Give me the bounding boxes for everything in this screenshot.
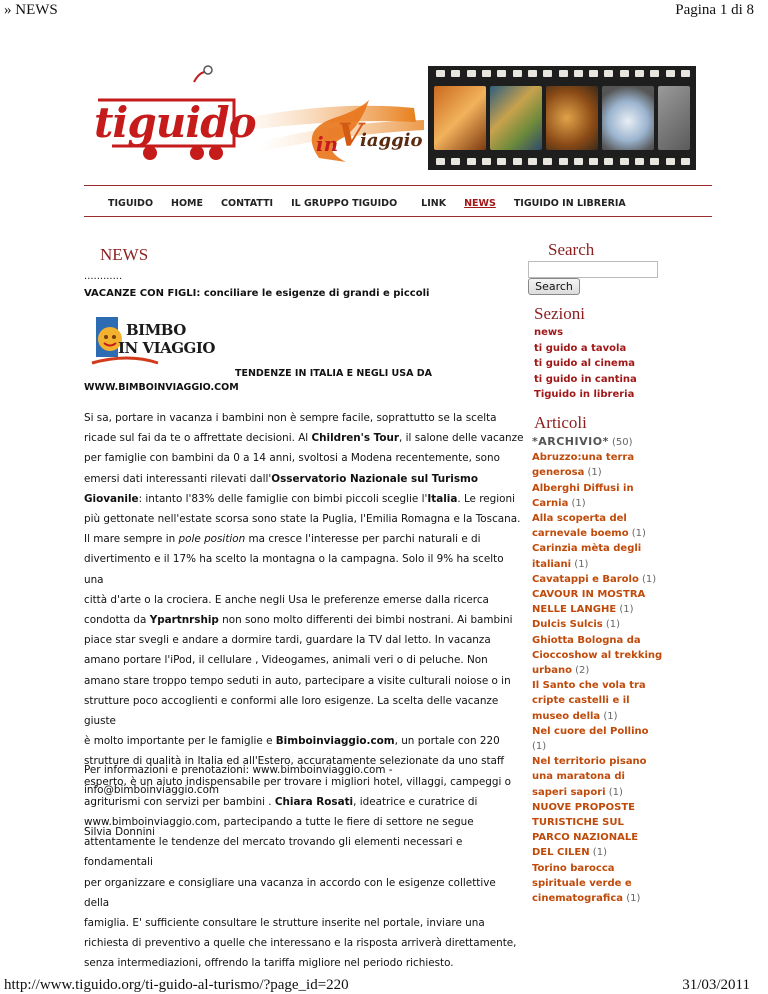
text-line: emersi dati interessanti rilevati dall'Osservatorio Nazionale sul Turismo bbox=[84, 472, 478, 485]
article-headline: VACANZE CON FIGLI: conciliare le esigenze di grandi e piccoli bbox=[84, 288, 430, 299]
article-link[interactable]: Cavatappi e Barolo (1) bbox=[532, 573, 657, 585]
text-line: attentamente le tendenze del mercato trovando gli elementi necessari e fondamentali bbox=[84, 836, 463, 869]
articles-list bbox=[532, 434, 712, 906]
bimbo-in-viaggio-logo bbox=[88, 313, 228, 369]
nav-item-news[interactable]: NEWS bbox=[464, 198, 496, 209]
text-line: più gettonate nell'estate scorsa sono state la Puglia, l'Emilia Romagna e la Toscana. bbox=[84, 513, 521, 526]
text-line: per organizzare e consigliare una vacanza in accordo con le esigenze collettive della bbox=[84, 876, 496, 909]
text-line: Il mare sempre in pole position ma cresce l'interesse per parchi naturali e di bbox=[84, 533, 481, 546]
article-subhead-url[interactable]: WWW.BIMBOINVIAGGIO.COM bbox=[84, 382, 239, 393]
nav-item-tiguido[interactable]: TIGUIDO bbox=[108, 198, 154, 209]
text-line: amano portare l'iPod, il cellulare , Videogames, animali veri o di peluche. Non bbox=[84, 654, 488, 667]
brand-sub-rest: iaggio bbox=[360, 130, 423, 151]
article-link[interactable]: Carinzia mèta degli italiani (1) bbox=[532, 543, 642, 570]
page-title: NEWS bbox=[100, 245, 149, 264]
text-line: richiesta di preventivo a quelle che interessano e la risposta arriverà direttamente, bbox=[84, 937, 517, 950]
print-header-title: » NEWS bbox=[4, 2, 58, 18]
nav-item-contatti[interactable]: CONTATTI bbox=[221, 198, 274, 209]
text-line: condotta da Ypartnrship non sono molto differenti dei bimbi nostrani. Ai bambini bbox=[84, 614, 513, 627]
brand-wordmark: tiguido bbox=[94, 98, 256, 147]
text-line: strutture di qualità in Italia ed all'Estero, accuratamente selezionate da uno staff bbox=[84, 755, 505, 768]
text-line: info@bimboinviaggio.com bbox=[84, 784, 220, 797]
section-link-news[interactable]: news bbox=[534, 327, 564, 338]
article-link[interactable]: Ghiotta Bologna da Cioccoshow al trekking urbano (2) bbox=[532, 634, 663, 677]
nav-item-gruppo[interactable]: IL GRUPPO TIGUIDO bbox=[291, 198, 398, 209]
section-link-libreria[interactable]: Tiguido in libreria bbox=[534, 389, 635, 400]
text-line: strutture poco accoglienti e conformi alle loro esigenze. La scelta delle vacanze giuste bbox=[84, 694, 499, 728]
search-title: Search bbox=[548, 240, 595, 259]
bimbo-logo-line1: BIMBO bbox=[126, 321, 186, 339]
filmstrip-image bbox=[428, 66, 696, 170]
nav-top-rule bbox=[84, 185, 712, 186]
search-button[interactable]: Search bbox=[528, 278, 580, 295]
print-footer-date: 31/03/2011 bbox=[682, 977, 750, 993]
nav-item-libreria[interactable]: TIGUIDO IN LIBRERIA bbox=[513, 198, 626, 209]
article-info bbox=[84, 760, 524, 800]
text-line: senza intermediazioni, offrendo la tariffa migliore nel periodo richiesto. bbox=[84, 957, 454, 970]
text-line: Per informazioni e prenotazioni: www.bimboinviaggio.com - bbox=[84, 764, 393, 776]
nav-item-link[interactable]: LINK bbox=[421, 198, 447, 209]
article-subhead: TENDENZE IN ITALIA E NEGLI USA DA bbox=[235, 368, 432, 379]
sections-list bbox=[534, 325, 637, 403]
brand-sub-v: V bbox=[338, 116, 363, 154]
nav-bottom-rule bbox=[84, 216, 712, 217]
text-line: divertimento e il 17% ha scelto la montagna o la campagna. Solo il 9% ha scelto una bbox=[84, 553, 504, 586]
text-line: www.bimboinviaggio.com, partecipando a tutte le fiere di settore ne segue bbox=[84, 816, 474, 829]
text-line: è molto importante per le famiglie e Bimboinviaggio.com, un portale con 220 bbox=[84, 735, 500, 748]
text-line: amano stare troppo tempo seduti in auto, partecipare a visite culturali noiose o in bbox=[84, 674, 511, 687]
article-author: Silvia Donnini bbox=[84, 826, 155, 838]
text-line: Si sa, portare in vacanza i bambini non è sempre facile, soprattutto se la scelta bbox=[84, 412, 497, 424]
article-link[interactable]: *ARCHIVIO* (50) bbox=[532, 435, 633, 448]
print-footer-url: http://www.tiguido.org/ti-guido-al-turismo/?page_id=220 bbox=[4, 977, 349, 993]
article-link[interactable]: Abruzzo:una terra generosa (1) bbox=[532, 452, 635, 479]
section-link-cinema[interactable]: ti guido al cinema bbox=[534, 358, 635, 369]
main-nav bbox=[84, 198, 712, 209]
bimbo-logo-line2: IN VIAGGIO bbox=[118, 339, 215, 357]
text-line: agriturismi con servizi per bambini . Chiara Rosati, ideatrice e curatrice di bbox=[84, 795, 478, 808]
article-link[interactable]: Il Santo che vola tra cripte castelli e il museo della (1) bbox=[532, 680, 646, 722]
article-link[interactable]: Nel cuore del Pollino (1) bbox=[532, 725, 649, 753]
text-line: famiglia. E' sufficiente consultare le strutture inserite nel portale, inviare una bbox=[84, 917, 485, 930]
article-link[interactable]: Alla scoperta del carnevale boemo (1) bbox=[532, 513, 646, 540]
search-input[interactable] bbox=[528, 261, 658, 278]
section-link-cantina[interactable]: ti guido in cantina bbox=[534, 373, 637, 385]
article-link[interactable]: Nel territorio pisano una maratona di saperi sapori (1) bbox=[532, 756, 647, 798]
dots-separator: ............ bbox=[84, 271, 123, 282]
text-line: per famiglie con bambini da 0 a 14 anni, svoltosi a Modena recentemente, sono bbox=[84, 452, 500, 465]
article-body bbox=[84, 408, 524, 974]
article-link[interactable]: Torino barocca spirituale verde e cinematografica (1) bbox=[532, 862, 641, 905]
text-line: città d'arte o la crociera. E anche negli Usa le preferenze emerse dalla ricerca bbox=[84, 593, 489, 606]
article-link[interactable]: NUOVE PROPOSTE TURISTICHE SUL PARCO NAZIONALE DEL CILEN (1) bbox=[532, 801, 639, 859]
article-link[interactable]: CAVOUR IN MOSTRA NELLE LANGHE (1) bbox=[532, 589, 646, 616]
nav-item-home[interactable]: HOME bbox=[171, 198, 204, 209]
articles-title: Articoli bbox=[534, 413, 587, 432]
text-line: ricade sul fai da te o affrettate decisioni. Al Children's Tour, il salone delle vacanze bbox=[84, 432, 524, 445]
text-line: piace star svegli e andare a dormire tardi, guardare la TV dal letto. In vacanza bbox=[84, 634, 491, 647]
sections-title: Sezioni bbox=[534, 304, 585, 323]
section-link-tavola[interactable]: ti guido a tavola bbox=[534, 342, 627, 354]
article-link[interactable]: Dulcis Sulcis (1) bbox=[532, 619, 621, 631]
print-page-number: Pagina 1 di 8 bbox=[675, 2, 754, 18]
text-line: esperto, è un aiuto indispensabile per trovare i migliori hotel, villaggi, campeggi o bbox=[84, 775, 512, 788]
brand-sub-in: in bbox=[316, 132, 339, 156]
text-line: Giovanile: intanto l'83% delle famiglie con bimbi piccoli sceglie l'Italia. Le regioni bbox=[84, 492, 515, 505]
article-link[interactable]: Alberghi Diffusi in Carnia (1) bbox=[532, 482, 634, 509]
